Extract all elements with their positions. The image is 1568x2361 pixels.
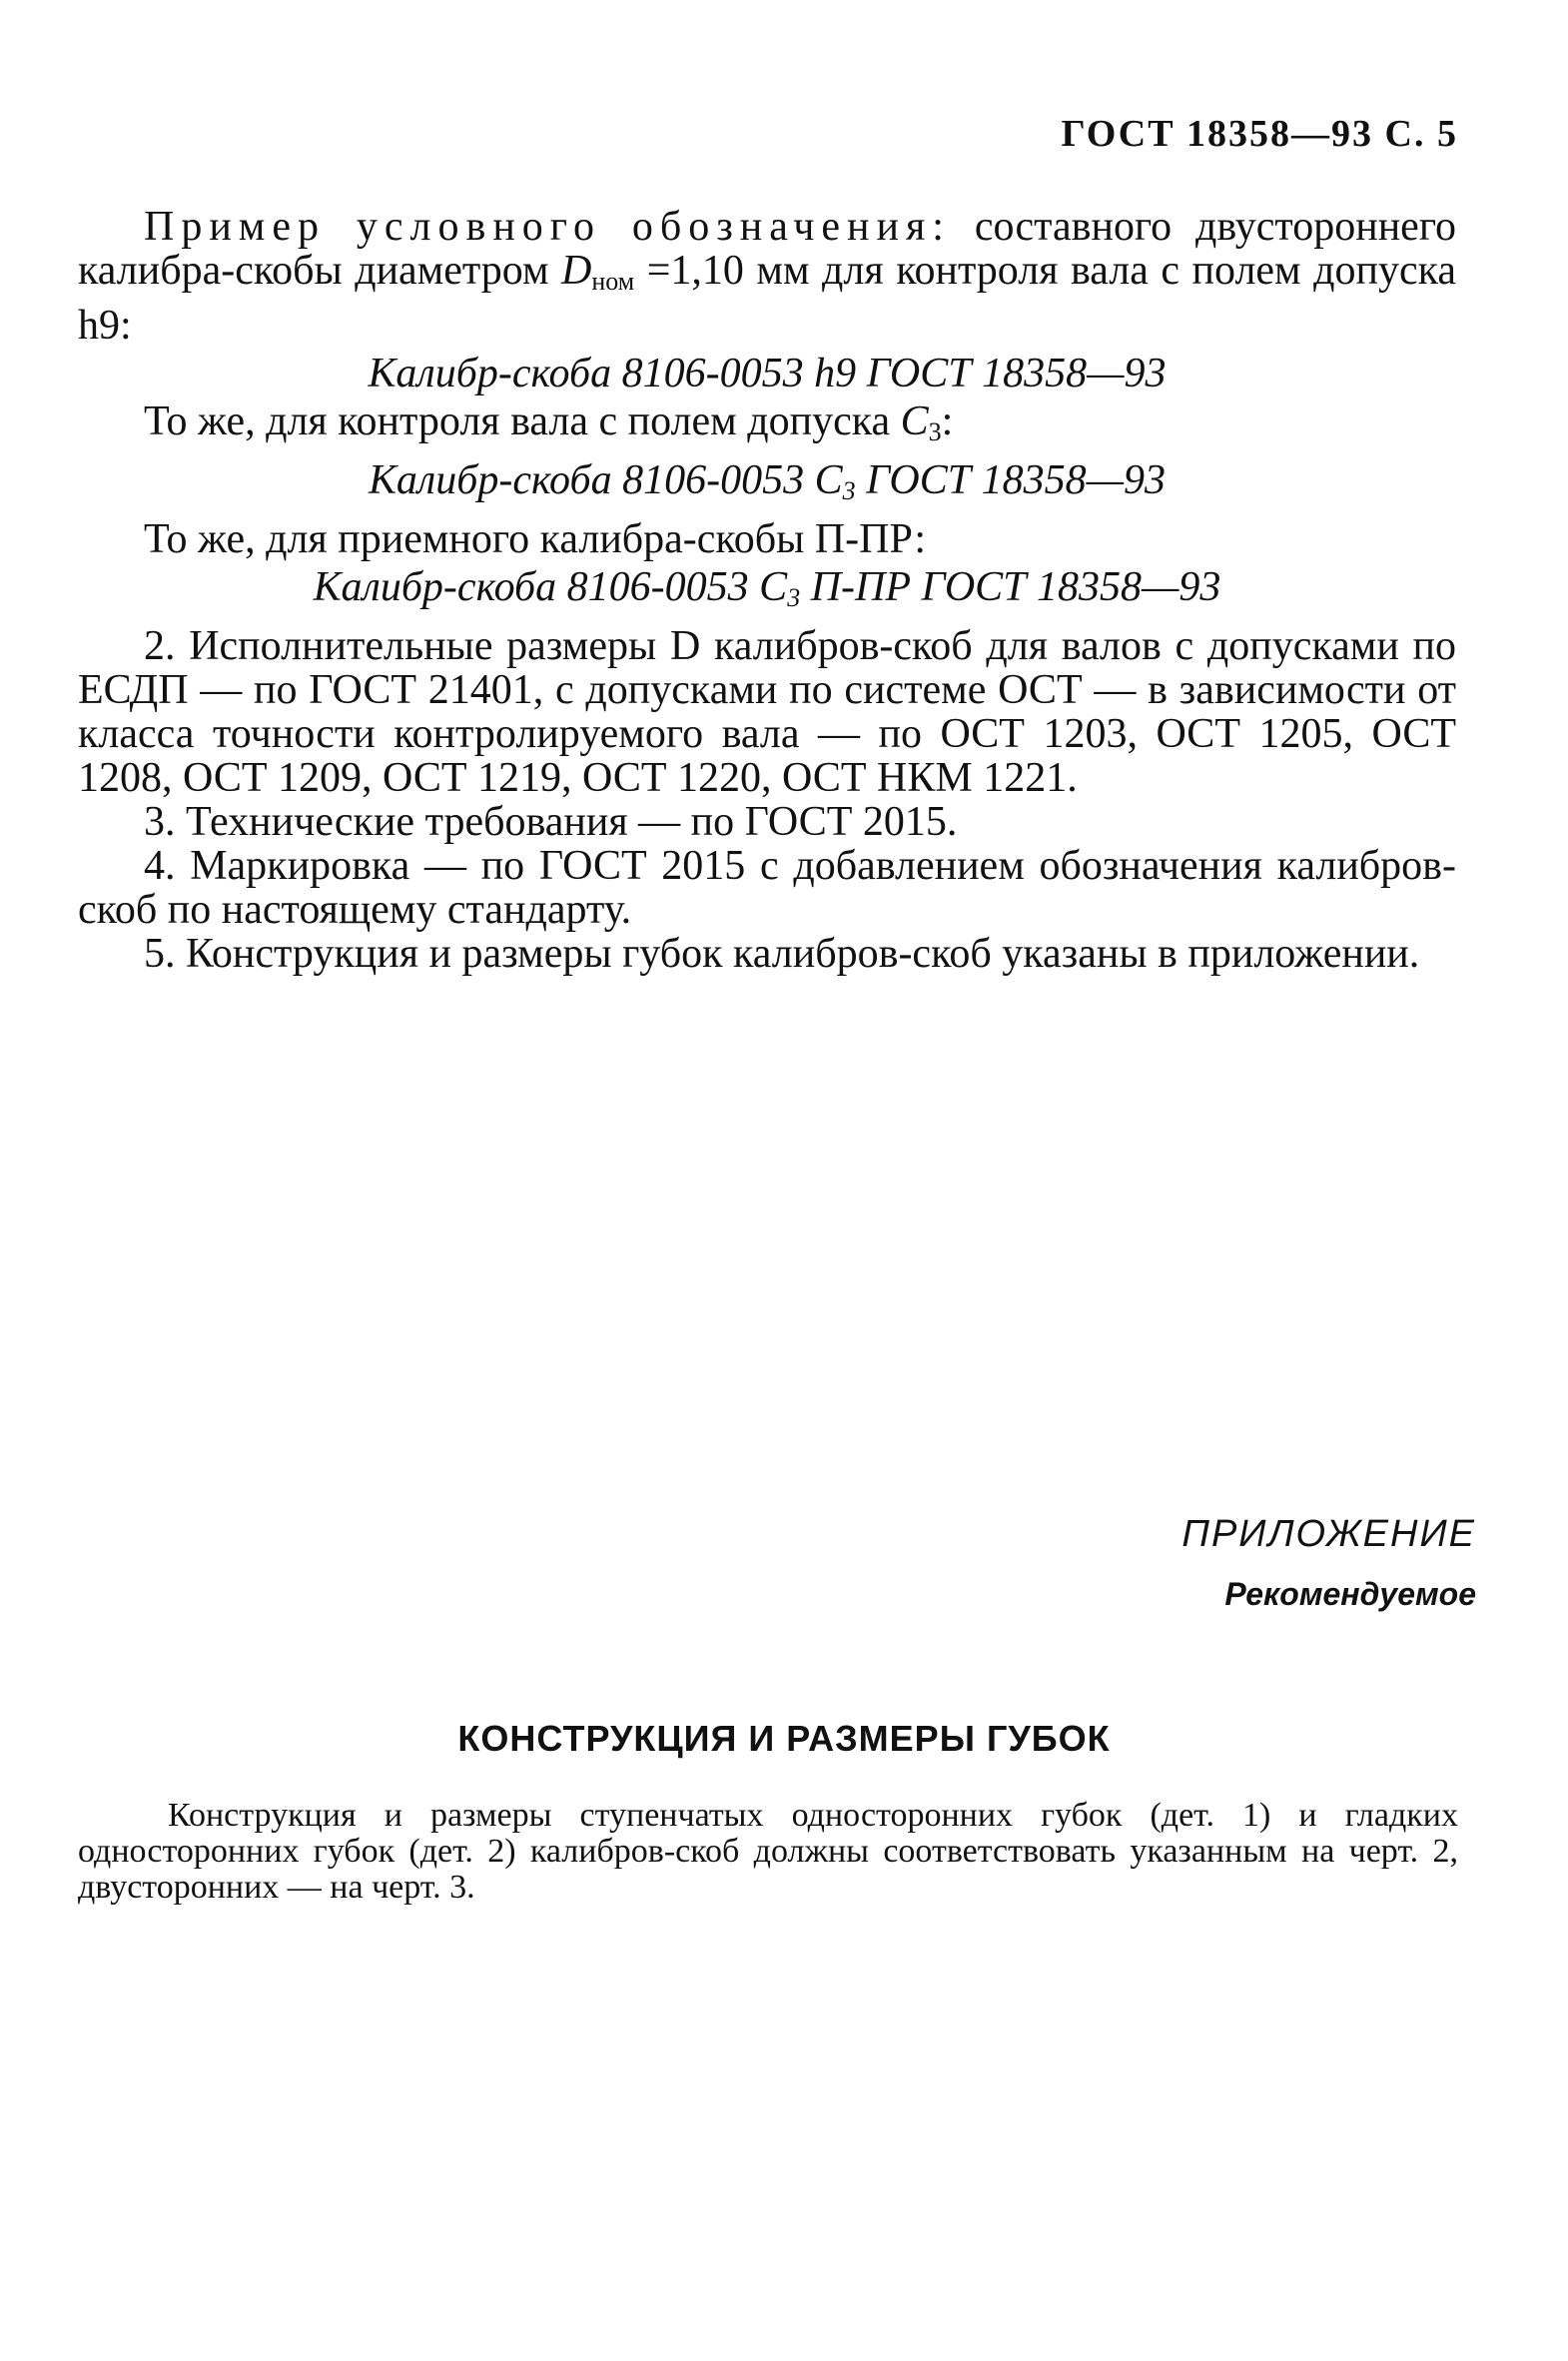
example-lead: Пример условного обозначения:: [144, 204, 951, 250]
dnom-subscript: ном: [591, 267, 635, 296]
c-subscript: 3: [928, 417, 942, 446]
item-5: 5. Конструкция и размеры губок калибров-скоб указаны в приложении.: [144, 931, 1420, 977]
formula3-part-b: П-ПР ГОСТ 18358—93: [800, 564, 1221, 610]
example-paragraph: [78, 205, 1456, 348]
formula3-subscript: 3: [787, 583, 801, 612]
item-3: 3. Технические требования — по ГОСТ 2015.: [144, 799, 958, 845]
same-paragraph-1: [78, 399, 1456, 454]
appendix-label: ПРИЛОЖЕНИЕ: [1181, 1513, 1476, 1555]
designation-formula-1: Калибр-скоба 8106-0053 h9 ГОСТ 18358—93: [368, 351, 1167, 396]
example-lead-end: =1,10 мм для контроля вала с полем допуска h9:: [78, 248, 1456, 349]
section-title: КОНСТРУКЦИЯ И РАЗМЕРЫ ГУБОК: [457, 1718, 1111, 1759]
same1-text: То же, для контроля вала с полем допуска: [144, 398, 901, 444]
formula3-part-a: Калибр-скоба 8106-0053 C: [313, 564, 788, 610]
formula2-part-b: ГОСТ 18358—93: [855, 457, 1166, 503]
item-2: 2. Исполнительные размеры D калибров-скоб для валов с допусками по ЕСДП — по ГОСТ 21401, с допусками по системе ОСТ — в зависимости от класса точности контролируемого вала — по ОСТ 1203, ОСТ 1205, ОСТ 1208, ОСТ 1209, ОСТ 1219, ОСТ 1220, ОСТ НКМ 1221.: [78, 623, 1456, 801]
designation-formula-3: [78, 565, 1456, 620]
appendix-status: Рекомендуемое: [1224, 1576, 1476, 1612]
appendix-tag: [1181, 1513, 1476, 1613]
c-symbol: C: [900, 398, 929, 444]
formula2-subscript: 3: [842, 476, 856, 505]
item-4: 4. Маркировка — по ГОСТ 2015 с добавлением обозначения калибров-скоб по настоящему стандарту.: [78, 843, 1456, 933]
same-paragraph-2: То же, для приемного калибра-скобы П-ПР:: [144, 516, 927, 562]
running-head: ГОСТ 18358—93 С. 5: [1061, 113, 1458, 155]
example-lead-rest: составного двустороннего калибра-скобы диаметром: [78, 204, 1456, 294]
dnom-symbol: D: [561, 248, 592, 294]
same1-colon: :: [941, 398, 954, 444]
formula2-part-a: Калибр-скоба 8106-0053 C: [369, 457, 843, 503]
section-text: Конструкция и размеры ступенчатых односторонних губок (дет. 1) и гладких односторонних губок (дет. 2) калибров-скоб должны соответствовать указанным на черт. 2, двусторонних — на черт. 3.: [78, 1797, 1458, 1906]
main-text: [78, 205, 1456, 976]
designation-formula-2: [78, 458, 1456, 513]
